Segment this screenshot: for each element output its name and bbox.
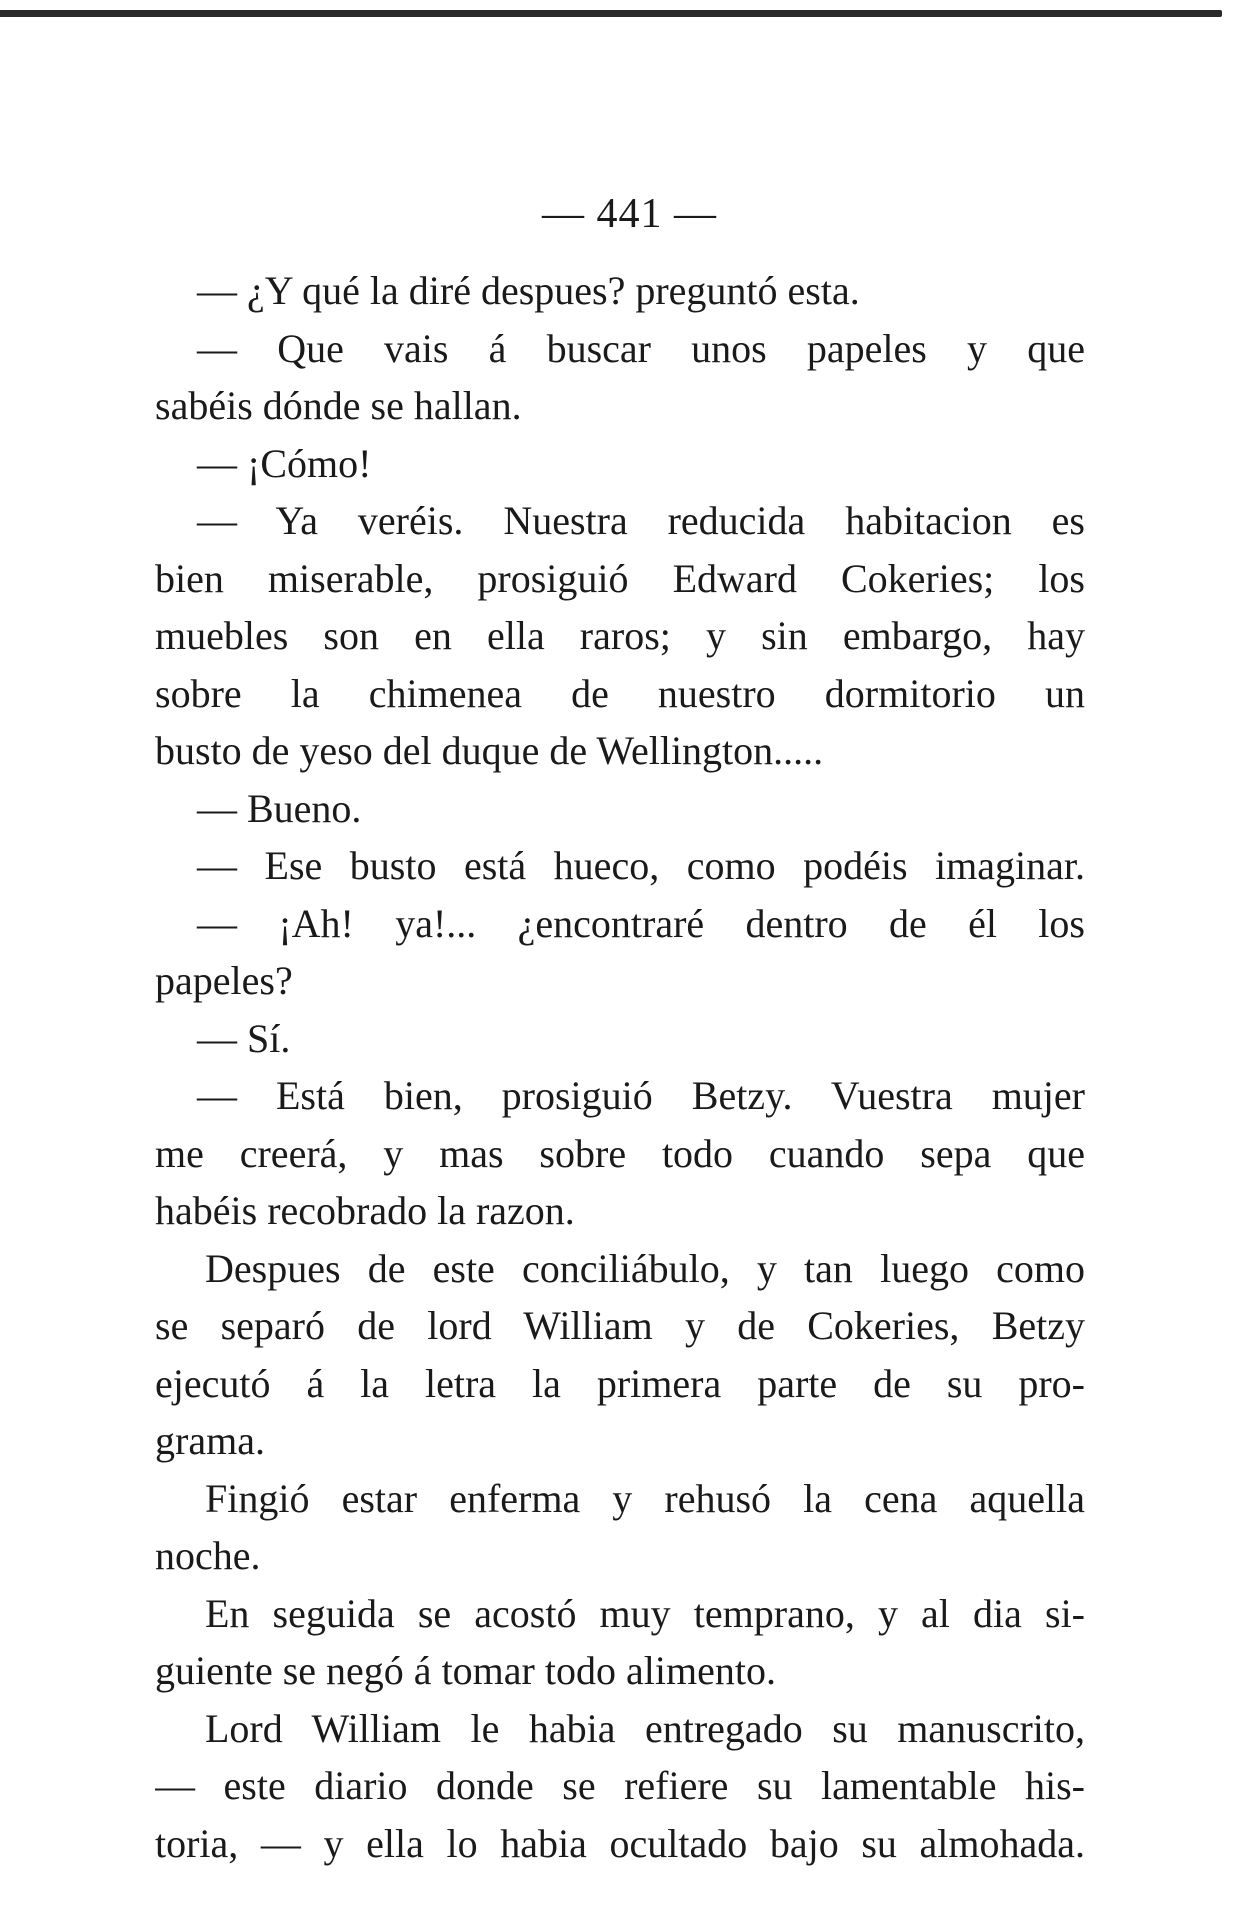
text-line: sabéis dónde se hallan.: [155, 383, 522, 428]
text-line: — Ya veréis. Nuestra reducida habitacion es: [197, 498, 1085, 543]
body-text: [155, 262, 1085, 1872]
text-line: ejecutó á la letra la primera parte de su pro-: [155, 1360, 1085, 1406]
text-line: — Que vais á buscar unos papeles y que: [197, 325, 1085, 371]
text-line: me creerá, y mas sobre todo cuando sepa que: [155, 1130, 1085, 1176]
text-line: En seguida se acostó muy temprano, y al dia si-: [205, 1590, 1085, 1636]
text-line: guiente se negó á tomar todo alimento.: [155, 1648, 776, 1693]
text-line: Lord William le habia entregado su manuscrito,: [205, 1705, 1085, 1751]
top-border-rule: [0, 10, 1222, 17]
text-line: busto de yeso del duque de Wellington.....: [155, 728, 824, 773]
text-line: bien miserable, prosiguió Edward Cokeries; los: [155, 555, 1085, 601]
text-line: Despues de este conciliábulo, y tan luego como: [205, 1245, 1085, 1291]
text-line: muebles son en ella raros; y sin embargo, hay: [155, 613, 1085, 658]
text-line: Fingió estar enferma y rehusó la cena aquella: [205, 1475, 1085, 1521]
text-line: — Sí.: [197, 1015, 291, 1061]
text-line: habéis recobrado la razon.: [155, 1188, 575, 1233]
text-line: — este diario donde se refiere su lamentable his-: [155, 1763, 1085, 1808]
text-line: toria, — y ella lo habia ocultado bajo su almohada.: [155, 1820, 1085, 1866]
text-line: noche.: [155, 1533, 261, 1578]
text-line: se separó de lord William y de Cokeries, Betzy: [155, 1303, 1085, 1348]
text-line: — ¡Cómo!: [197, 440, 372, 486]
text-line: — ¿Y qué la diré despues? preguntó esta.: [197, 268, 860, 313]
text-line: — Está bien, prosiguió Betzy. Vuestra mujer: [197, 1073, 1085, 1118]
page-number: — 441 —: [542, 191, 717, 237]
text-line: grama.: [155, 1418, 265, 1463]
text-line: — Ese busto está hueco, como podéis imaginar.: [197, 843, 1085, 888]
text-line: — ¡Ah! ya!... ¿encontraré dentro de él los: [197, 900, 1085, 946]
text-line: — Bueno.: [197, 785, 362, 831]
text-line: papeles?: [155, 958, 293, 1003]
text-line: sobre la chimenea de nuestro dormitorio un: [155, 670, 1085, 716]
